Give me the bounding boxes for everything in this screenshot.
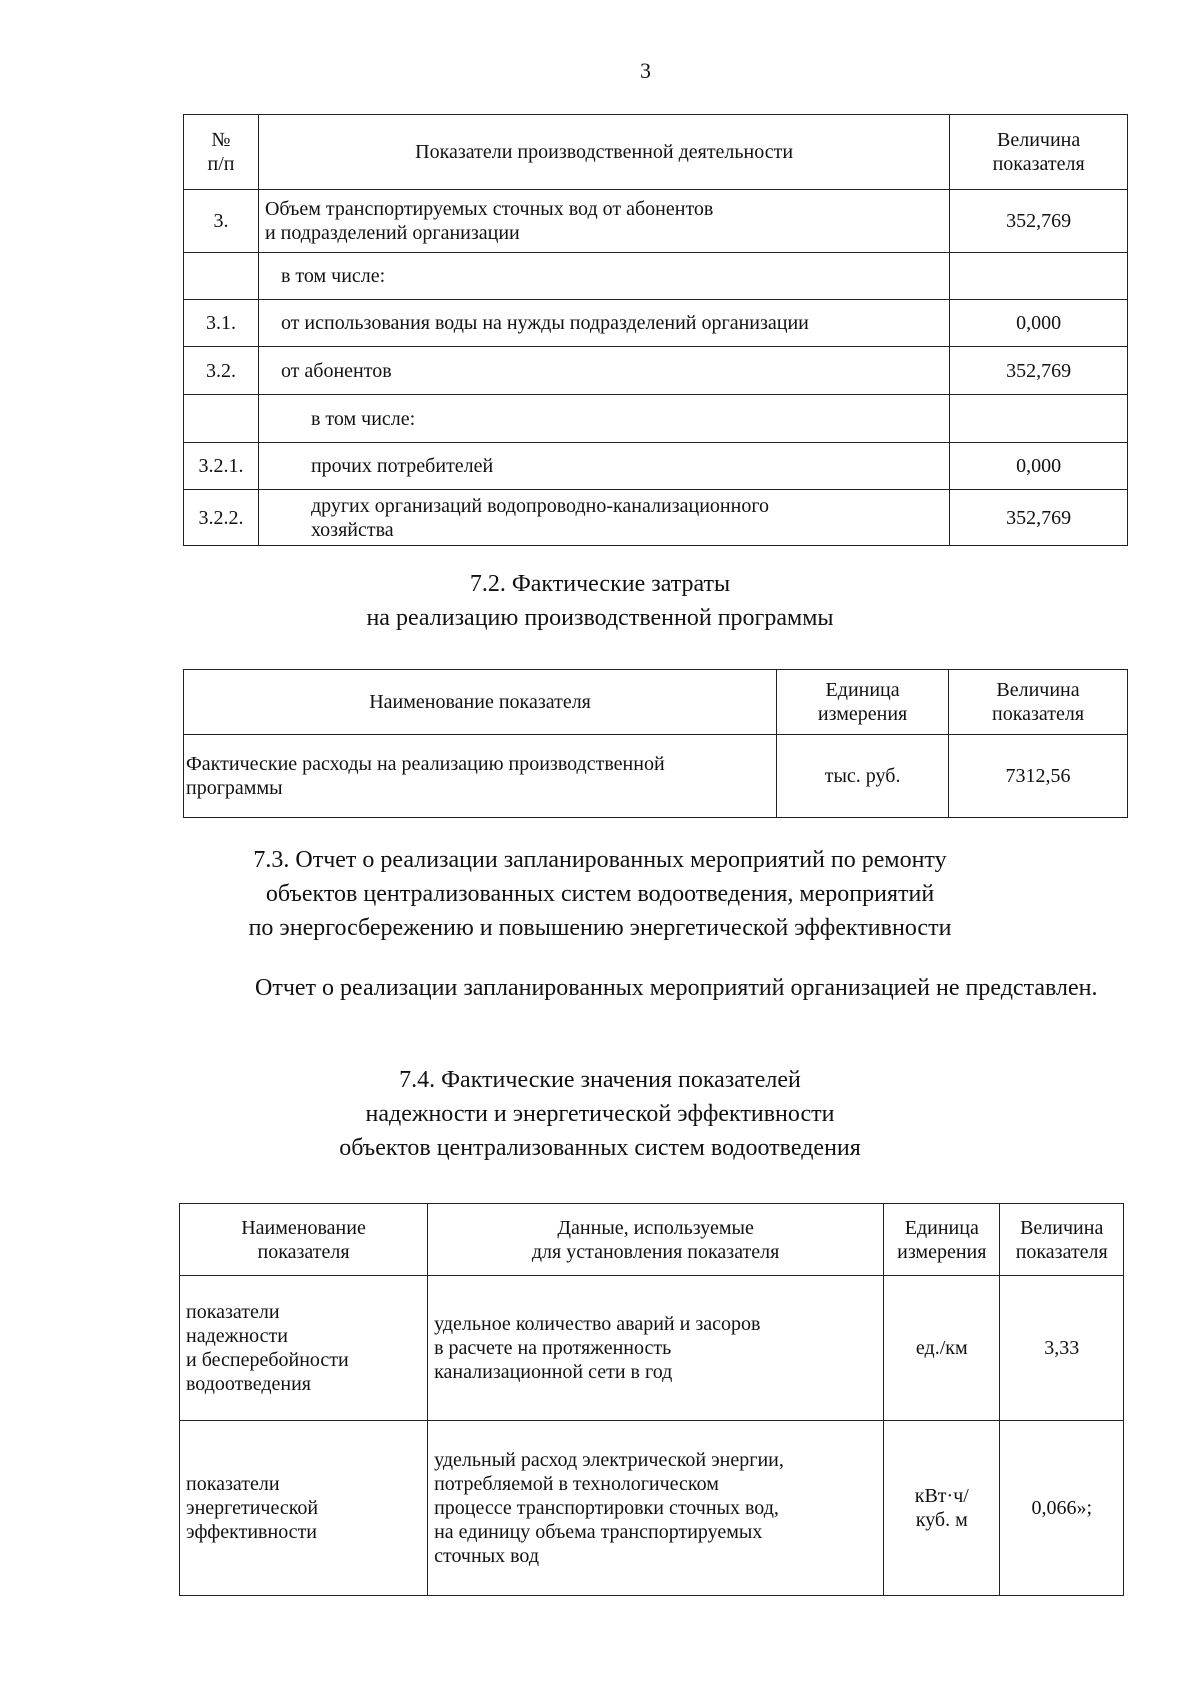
table-row bbox=[184, 190, 1128, 253]
header-indicator-name: Показатели производственной деятельности bbox=[258, 115, 949, 190]
row-name: в том числе: bbox=[258, 395, 949, 443]
section-7-2-heading: 7.2. Фактические затраты на реализацию производственной программы bbox=[366, 571, 834, 631]
table-header-row bbox=[184, 670, 1128, 735]
table-header-row bbox=[184, 115, 1128, 190]
row-value: 0,066»; bbox=[1000, 1421, 1124, 1596]
row-value: 0,000 bbox=[950, 443, 1128, 490]
row-num: 3.2.1. bbox=[184, 443, 259, 490]
table-header-row bbox=[180, 1204, 1124, 1276]
row-value: 352,769 bbox=[950, 490, 1128, 546]
section-7-3-paragraph: Отчет о реализации запланированных мероприятий организацией не представлен. bbox=[255, 975, 1098, 1001]
table-row bbox=[184, 443, 1128, 490]
row-data: удельное количество аварий и засоров в расчете на протяженность канализационной сети в год bbox=[428, 1276, 884, 1421]
row-value: 352,769 bbox=[950, 347, 1128, 395]
actual-costs-table bbox=[183, 669, 1128, 818]
row-name: от использования воды на нужды подразделений организации bbox=[258, 300, 949, 347]
table-row bbox=[180, 1276, 1124, 1421]
header-value: Величина показателя bbox=[949, 670, 1128, 735]
header-num: № п/п bbox=[184, 115, 259, 190]
header-unit: Единица измерения bbox=[884, 1204, 1000, 1276]
row-name: от абонентов bbox=[258, 347, 949, 395]
row-unit: ед./км bbox=[884, 1276, 1000, 1421]
table-row bbox=[180, 1421, 1124, 1596]
row-value bbox=[950, 253, 1128, 300]
row-name: Объем транспортируемых сточных вод от абонентов и подразделений организации bbox=[258, 190, 949, 253]
header-indicator-name: Наименование показателя bbox=[180, 1204, 428, 1276]
row-name: прочих потребителей bbox=[258, 443, 949, 490]
row-num: 3. bbox=[184, 190, 259, 253]
header-unit: Единица измерения bbox=[777, 670, 949, 735]
row-num: 3.2.2. bbox=[184, 490, 259, 546]
table-row bbox=[184, 395, 1128, 443]
header-indicator-name: Наименование показателя bbox=[184, 670, 777, 735]
reliability-efficiency-table bbox=[179, 1203, 1124, 1596]
table-row bbox=[184, 300, 1128, 347]
row-name: других организаций водопроводно-канализационного хозяйства bbox=[258, 490, 949, 546]
row-num bbox=[184, 395, 259, 443]
table-row bbox=[184, 490, 1128, 546]
row-unit: тыс. руб. bbox=[777, 735, 949, 818]
row-value: 7312,56 bbox=[949, 735, 1128, 818]
row-value: 3,33 bbox=[1000, 1276, 1124, 1421]
row-value: 352,769 bbox=[950, 190, 1128, 253]
table-row bbox=[184, 347, 1128, 395]
row-name: показатели энергетической эффективности bbox=[180, 1421, 428, 1596]
production-indicators-table bbox=[183, 114, 1128, 546]
row-name: Фактические расходы на реализацию производственной программы bbox=[184, 735, 777, 818]
row-num bbox=[184, 253, 259, 300]
row-unit: кВт·ч/ куб. м bbox=[884, 1421, 1000, 1596]
table-row bbox=[184, 253, 1128, 300]
row-name: в том числе: bbox=[258, 253, 949, 300]
header-data: Данные, используемые для установления показателя bbox=[428, 1204, 884, 1276]
header-value: Величина показателя bbox=[950, 115, 1128, 190]
row-value bbox=[950, 395, 1128, 443]
page-number: 3 bbox=[640, 58, 651, 83]
section-7-4-heading: 7.4. Фактические значения показателей надежности и энергетической эффективности объектов централизованных систем водоотведения bbox=[339, 1067, 861, 1161]
header-value: Величина показателя bbox=[1000, 1204, 1124, 1276]
row-value: 0,000 bbox=[950, 300, 1128, 347]
row-data: удельный расход электрической энергии, потребляемой в технологическом процессе транспортировки сточных вод, на единицу объема транспортируемых сточных вод bbox=[428, 1421, 884, 1596]
row-name: показатели надежности и бесперебойности водоотведения bbox=[180, 1276, 428, 1421]
row-num: 3.2. bbox=[184, 347, 259, 395]
table-row bbox=[184, 735, 1128, 818]
row-num: 3.1. bbox=[184, 300, 259, 347]
section-7-3-heading: 7.3. Отчет о реализации запланированных мероприятий по ремонту объектов централизованных систем водоотведения, мероприятий по энергосбережению и повышению энергетической эффективности bbox=[248, 847, 952, 941]
